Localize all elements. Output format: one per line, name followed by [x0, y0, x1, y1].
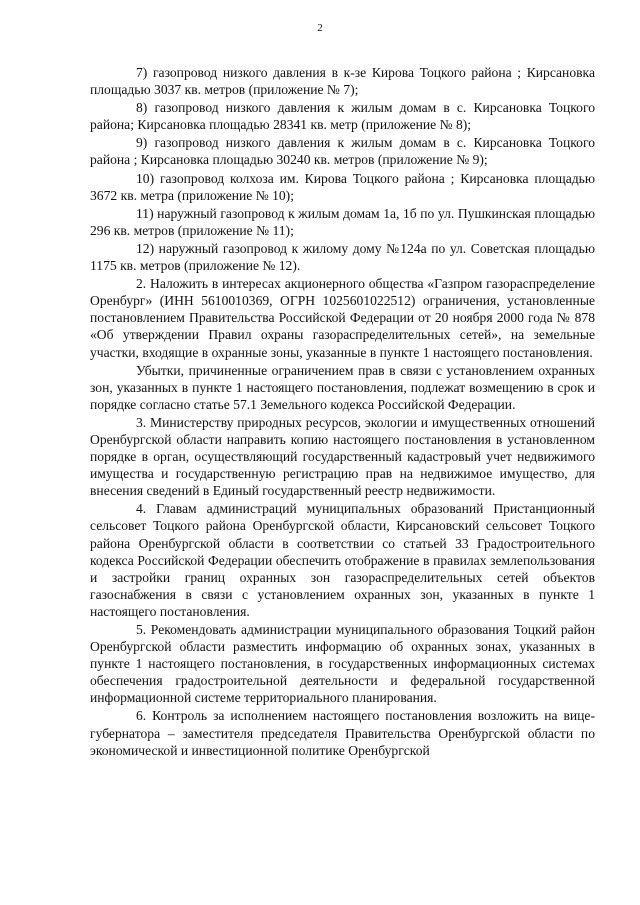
paragraph-clause-2: 2. Наложить в интересах акционерного общества «Газпром газораспределение Оренбург» (ИНН 5610010369, ОГРН 1025601022512) ограничения, установленные постановлением Правительства Российской Федерации от 20 ноября 2000 года № 878 «Об утверждении Правил охраны газораспределительных сетей», на земельные участки, входящие в охранные зоны, указанные в пункте 1 настоящего постановления.	[90, 276, 595, 360]
paragraph-losses: Убытки, причиненные ограничением прав в связи с установлением охранных зон, указанных в пункте 1 настоящего постановления, подлежат возмещению в срок и порядке согласно статье 57.1 Земельного кодекса Российской Федерации.	[90, 362, 595, 412]
page-number: 2	[317, 22, 323, 34]
paragraph-item-10: 10) газопровод колхоза им. Кирова Тоцкого района ; Кирсановка площадью 3672 кв. метра (приложение № 10);	[90, 170, 595, 203]
paragraph-clause-4: 4. Главам администраций муниципальных образований Пристанционный сельсовет Тоцкого района Оренбургской области, Кирсановский сельсовет Тоцкого района Оренбургской области в соответствии со статьей 33 Градостроительного кодекса Российской Федерации обеспечить отображение в правилах землепользования и застройки границ охранных зон газораспределительных сетей объектов газоснабжения в связи с установлением охранных зон, указанных в пункте 1 настоящего постановления.	[90, 501, 595, 619]
paragraph-item-7: 7) газопровод низкого давления в к-зе Кирова Тоцкого района ; Кирсановка площадью 3037 кв. метров (приложение № 7);	[90, 65, 595, 98]
paragraph-clause-3: 3. Министерству природных ресурсов, экологии и имущественных отношений Оренбургской области направить копию настоящего постановления в установленном порядке в орган, осуществляющий государственный кадастровый учет недвижимого имущества и государственную регистрацию прав на недвижимое имущество, для внесения сведений в Единый государственный реестр недвижимости.	[90, 414, 595, 499]
document-body	[90, 64, 595, 759]
paragraph-clause-5: 5. Рекомендовать администрации муниципального образования Тоцкий район Оренбургской области разместить информацию об охранных зонах, указанных в пункте 1 настоящего постановления, в государственных информационных системах обеспечения градостроительной деятельности и федеральной государственной информационной системе территориального планирования.	[90, 622, 595, 706]
paragraph-item-9: 9) газопровод низкого давления к жилым домам в с. Кирсановка Тоцкого района ; Кирсановка площадью 30240 кв. метров (приложение № 9);	[90, 135, 595, 168]
paragraph-clause-6: 6. Контроль за исполнением настоящего постановления возложить на вице-губернатора – заместителя председателя Правительства Оренбургской области по экономической и инвестиционной политике Оренбургской	[90, 708, 595, 758]
paragraph-item-8: 8) газопровод низкого давления к жилым домам в с. Кирсановка Тоцкого района; Кирсановка площадью 28341 кв. метр (приложение № 8);	[90, 100, 595, 133]
paragraph-item-11: 11) наружный газопровод к жилым домам 1а, 1б по ул. Пушкинская площадью 296 кв. метров (приложение № 11);	[90, 205, 595, 238]
paragraph-item-12: 12) наружный газопровод к жилому дому №124а по ул. Советская площадью 1175 кв. метров (приложение № 12).	[90, 240, 595, 274]
